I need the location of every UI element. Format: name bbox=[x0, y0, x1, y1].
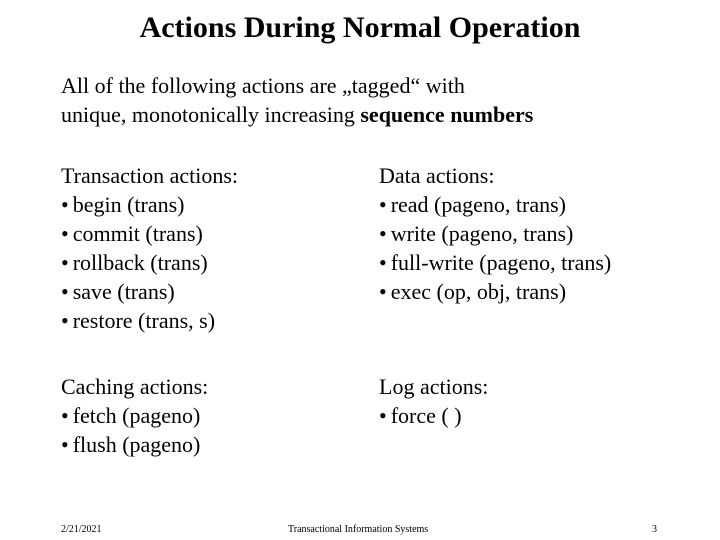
bullet-icon: • bbox=[379, 403, 387, 428]
transaction-actions-heading: Transaction actions: bbox=[61, 163, 238, 188]
list-item-text: flush (pageno) bbox=[72, 432, 201, 457]
list-item bbox=[61, 306, 238, 335]
list-item-text: fetch (pageno) bbox=[72, 403, 201, 428]
sequence-numbers-emphasis: sequence numbers bbox=[360, 102, 534, 127]
bullet-icon: • bbox=[61, 250, 69, 275]
list-item bbox=[379, 219, 611, 248]
list-item bbox=[61, 401, 208, 430]
footer-title: Transactional Information Systems bbox=[288, 524, 429, 535]
data-actions-block bbox=[379, 161, 611, 306]
list-item-text: write (pageno, trans) bbox=[390, 221, 574, 246]
slide-title: Actions During Normal Operation bbox=[139, 11, 581, 44]
bullet-icon: • bbox=[61, 308, 69, 333]
list-item-text: begin (trans) bbox=[72, 192, 185, 217]
list-item-text: read (pageno, trans) bbox=[390, 192, 567, 217]
list-item-text: restore (trans, s) bbox=[72, 308, 216, 333]
bullet-icon: • bbox=[61, 192, 69, 217]
list-item-text: exec (op, obj, trans) bbox=[390, 279, 567, 304]
bullet-icon: • bbox=[61, 279, 69, 304]
list-item-text: rollback (trans) bbox=[72, 250, 208, 275]
list-item bbox=[61, 219, 238, 248]
bullet-icon: • bbox=[61, 221, 69, 246]
data-actions-heading: Data actions: bbox=[379, 163, 495, 188]
intro-line-1: All of the following actions are „tagged“ with bbox=[61, 73, 465, 98]
list-item-text: force ( ) bbox=[390, 403, 462, 428]
list-item bbox=[379, 401, 488, 430]
list-item-text: save (trans) bbox=[72, 279, 175, 304]
list-item bbox=[61, 248, 238, 277]
list-item-text: commit (trans) bbox=[72, 221, 203, 246]
bullet-icon: • bbox=[379, 221, 387, 246]
bullet-icon: • bbox=[379, 279, 387, 304]
list-item bbox=[61, 190, 238, 219]
bullet-icon: • bbox=[61, 432, 69, 457]
list-item bbox=[379, 277, 611, 306]
transaction-actions-block bbox=[61, 161, 238, 335]
intro-text bbox=[61, 71, 681, 129]
list-item bbox=[61, 277, 238, 306]
page-number: 3 bbox=[652, 524, 657, 535]
list-item bbox=[379, 248, 611, 277]
log-actions-block bbox=[379, 372, 488, 430]
log-actions-heading: Log actions: bbox=[379, 374, 489, 399]
bullet-icon: • bbox=[379, 250, 387, 275]
bullet-icon: • bbox=[379, 192, 387, 217]
intro-line-2-prefix: unique, monotonically increasing bbox=[61, 102, 361, 127]
list-item bbox=[61, 430, 208, 459]
footer-date: 2/21/2021 bbox=[61, 524, 102, 535]
bullet-icon: • bbox=[61, 403, 69, 428]
list-item bbox=[379, 190, 611, 219]
list-item-text: full-write (pageno, trans) bbox=[390, 250, 612, 275]
caching-actions-block bbox=[61, 372, 208, 459]
caching-actions-heading: Caching actions: bbox=[61, 374, 209, 399]
intro-line-2 bbox=[61, 100, 681, 129]
